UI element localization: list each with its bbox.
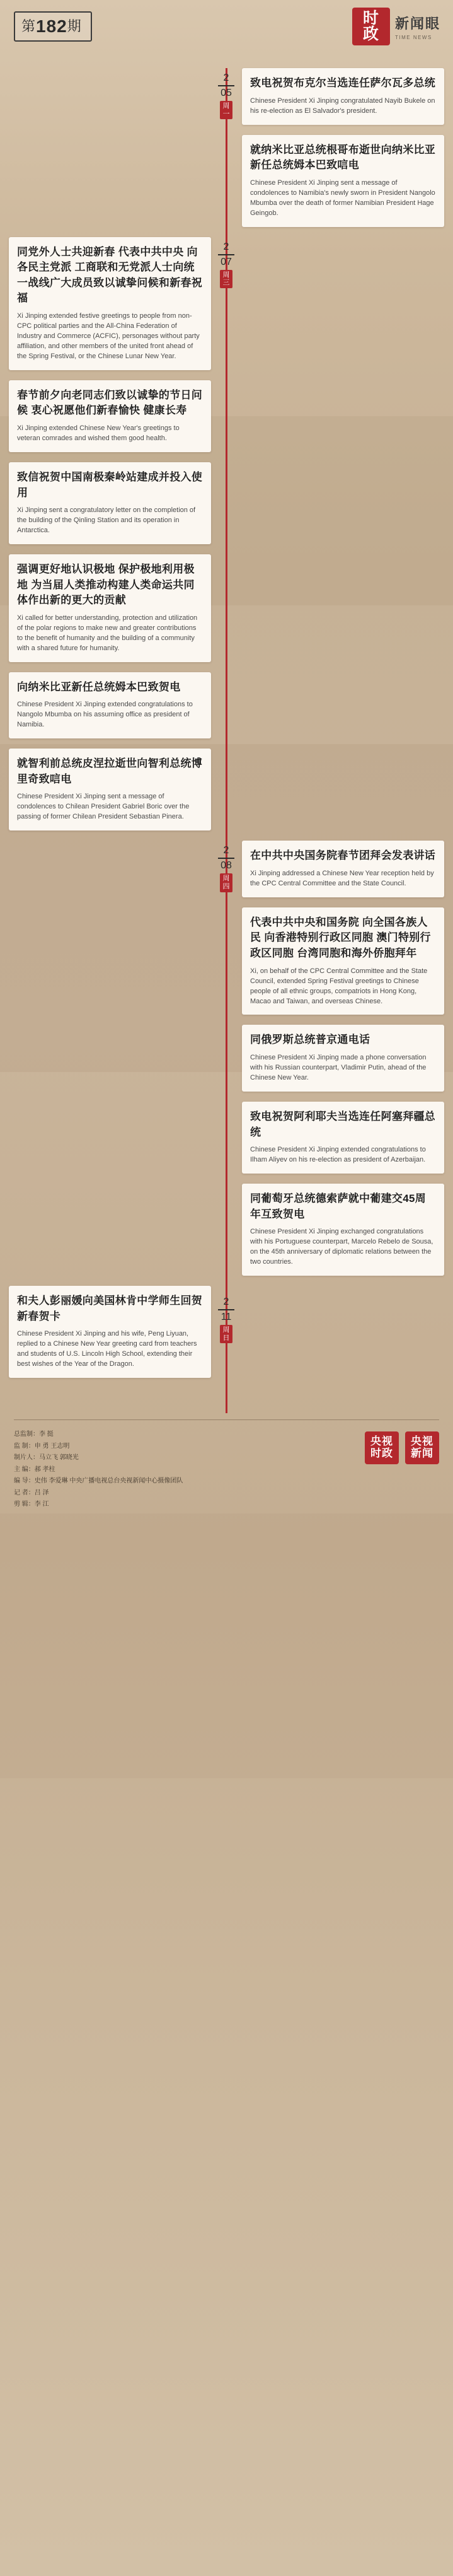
news-card[interactable] — [242, 135, 444, 227]
weekday-line1: 周 — [222, 271, 230, 279]
news-card-translation: Chinese President Xi Jinping sent a message of condolences to Namibia's newly sworn in President Nangolo Mbumba over the death of former Namibian President Hage Geingob. — [250, 178, 435, 217]
news-card[interactable] — [242, 841, 444, 897]
date-divider — [218, 85, 234, 86]
date-weekday — [220, 1325, 232, 1343]
news-card[interactable] — [242, 1102, 444, 1174]
credit-line: 记 者：吕 泽 — [14, 1489, 49, 1496]
date-month: 2 — [223, 73, 229, 83]
news-card-title: 强调更好地认识极地 保护极地利用极地 为当届人类推动构建人类命运共同体作出新的更大的贡献 — [17, 563, 195, 607]
news-card[interactable] — [242, 1184, 444, 1276]
date-day: 05 — [221, 88, 232, 98]
date-divider — [218, 254, 234, 255]
date-day: 11 — [221, 1312, 232, 1323]
logo2-line1: 央视 — [411, 1435, 433, 1448]
news-card-translation: Chinese President Xi Jinping made a phone conversation with his Russian counterpart, Vladimir Putin, ahead of the Chinese New Year. — [250, 1054, 427, 1081]
brand-logo — [352, 8, 440, 45]
logo2-line2: 新闻 — [411, 1447, 433, 1459]
news-card[interactable] — [242, 907, 444, 1015]
timeline-right-column — [233, 237, 453, 841]
date-divider — [218, 858, 234, 859]
news-card-translation: Chinese President Xi Jinping sent a message of condolences to Chilean President Gabriel Boric over the passing of former Chilean President Sebastian Pinera. — [17, 793, 190, 821]
timeline-row — [0, 1286, 453, 1388]
news-card-translation: Xi Jinping addressed a Chinese New Year reception held by the CPC Central Committee and the State Council. — [250, 869, 434, 887]
news-card[interactable] — [9, 380, 211, 452]
issue-badge — [14, 11, 92, 42]
brand-title: 新闻眼 — [394, 15, 440, 32]
axis-spacer — [220, 237, 233, 841]
news-card-translation: Chinese President Xi Jinping and his wife, Peng Liyuan, replied to a Chinese New Year greeting card from teachers and students of U.S. Lincoln High School, extending their best wishes of the Year of the Dragon. — [17, 1330, 197, 1368]
weekday-line1: 周 — [222, 102, 230, 110]
axis-spacer — [220, 68, 233, 237]
credit-line: 监 制：申 勇 王志明 — [14, 1442, 70, 1450]
date-divider — [218, 1309, 234, 1310]
news-card[interactable] — [9, 672, 211, 738]
background-band — [0, 1513, 453, 1778]
weekday-line2: 日 — [222, 1334, 230, 1342]
date-marker — [208, 1297, 244, 1343]
date-day: 08 — [221, 860, 232, 871]
date-month: 2 — [223, 241, 229, 252]
credit-line: 主 编：郝 孝柱 — [14, 1466, 55, 1473]
date-weekday — [220, 873, 232, 892]
news-card-translation: Chinese President Xi Jinping exchanged congratulations with his Portuguese counterpart, Marcelo Rebelo de Sousa, on the 45th anniversary of diplomatic relations between the two countries. — [250, 1228, 433, 1266]
news-card-title: 和夫人彭丽媛向美国林肯中学师生回贺新春贺卡 — [17, 1295, 203, 1322]
date-month: 2 — [223, 1297, 229, 1308]
credit-line: 总监制：李 挺 — [14, 1431, 54, 1438]
brand-subtitle: TIME NEWS — [394, 34, 432, 40]
date-month: 2 — [223, 845, 229, 856]
news-card[interactable] — [9, 554, 211, 662]
timeline-left-column — [0, 237, 220, 841]
page-header — [0, 0, 453, 68]
timeline-row — [0, 237, 453, 841]
credit-line: 编 导：史伟 李爱琳 中央广播电视总台央视新闻中心摄像团队 — [14, 1477, 183, 1485]
news-card-translation: Xi called for better understanding, protection and utilization of the polar regions to make new and greater contributions to the benefit of humanity and the building of a community with a shared future for humanity. — [17, 614, 198, 652]
cctv-news-logo[interactable] — [405, 1431, 439, 1464]
timeline — [0, 68, 453, 1413]
logo1-line2: 时政 — [370, 1447, 393, 1459]
timeline-row — [0, 841, 453, 1286]
credit-line: 剪 辑：李 江 — [14, 1501, 49, 1508]
axis-spacer — [220, 1286, 233, 1388]
news-card-title: 向纳米比亚新任总统姆本巴致贺电 — [17, 680, 181, 693]
news-card-translation: Xi, on behalf of the CPC Central Committee and the State Council, extended Spring Festival greetings to Chinese people of all ethnic groups, compatriots in Hong Kong, Macao and Taiwan, and overseas Chinese. — [250, 967, 428, 1005]
timeline-right-column — [233, 68, 453, 237]
date-weekday — [220, 270, 232, 288]
news-card[interactable] — [9, 1286, 211, 1378]
news-card-title: 在中共中央国务院春节团拜会发表讲话 — [250, 849, 436, 862]
date-marker — [208, 846, 244, 892]
news-card-translation: Chinese President Xi Jinping extended congratulations to Ilham Aliyev on his re-election as president of Azerbaijan. — [250, 1146, 426, 1164]
news-card-translation: Chinese President Xi Jinping congratulated Nayib Bukele on his re-election as El Salvador's president. — [250, 96, 435, 115]
news-card-title: 致信祝贺中国南极秦岭站建成并投入使用 — [17, 470, 203, 499]
logo1-line1: 央视 — [370, 1435, 393, 1448]
news-card-translation: Xi Jinping sent a congratulatory letter on the completion of the building of the Qinling Station and its operation in Antarctica. — [17, 506, 196, 535]
credit-line: 制片人：马立飞 郭晓光 — [14, 1454, 79, 1462]
news-card[interactable] — [9, 462, 211, 544]
brand-mark-line1: 时 — [362, 9, 379, 27]
weekday-line2: 四 — [222, 882, 230, 890]
issue-label: 第 — [21, 18, 37, 34]
news-card-title: 同葡萄牙总统德索萨就中葡建交45周年互致贺电 — [250, 1192, 427, 1220]
date-marker — [208, 242, 244, 288]
timeline-right-column — [233, 1286, 453, 1388]
footer-logos — [365, 1431, 439, 1464]
timeline-right-column — [233, 841, 453, 1286]
news-card[interactable] — [9, 237, 211, 370]
date-weekday — [220, 101, 232, 119]
news-card[interactable] — [242, 1025, 444, 1091]
news-card-title: 致电祝贺布克尔当选连任萨尔瓦多总统 — [250, 77, 436, 89]
brand-mark-icon — [352, 8, 390, 45]
brand-mark-line2: 政 — [362, 25, 379, 43]
news-card-translation: Chinese President Xi Jinping extended congratulations to Nangolo Mbumba on his assuming office as president of Namibia. — [17, 701, 193, 729]
page-footer — [14, 1419, 439, 1511]
news-card-title: 就智利前总统皮涅拉逝世向智利总统博里奇致唁电 — [17, 757, 203, 785]
weekday-line1: 周 — [222, 875, 230, 883]
weekday-line2: 一 — [222, 110, 230, 118]
axis-spacer — [220, 841, 233, 1286]
timeline-row — [0, 68, 453, 237]
news-card-translation: Xi Jinping extended festive greetings to people from non-CPC political parties and the All-China Federation of Industry and Commerce (ACFIC), personages without party affiliation, and other members of the united front ahead of the Spring Festival, or the Chinese Lunar New Year. — [17, 312, 200, 360]
date-day: 07 — [221, 256, 232, 267]
news-card-title: 同俄罗斯总统普京通电话 — [250, 1034, 370, 1046]
issue-suffix: 期 — [67, 18, 82, 34]
cctv-shizheng-logo[interactable] — [365, 1431, 399, 1464]
issue-number: 182 — [36, 16, 67, 36]
news-card-title: 就纳米比亚总统根哥布逝世向纳米比亚新任总统姆本巴致唁电 — [250, 143, 436, 172]
news-card-translation: Xi Jinping extended Chinese New Year's greetings to veteran comrades and wished them good health. — [17, 424, 180, 443]
date-marker — [208, 73, 244, 119]
timeline-left-column — [0, 1286, 220, 1388]
timeline-left-column — [0, 68, 220, 237]
news-card-title: 致电祝贺阿利耶夫当选连任阿塞拜疆总统 — [250, 1110, 436, 1138]
timeline-left-column — [0, 841, 220, 1286]
news-card-title: 同党外人士共迎新春 代表中共中央 向各民主党派 工商联和无党派人士向统一战线广大成员致以诚挚问候和新春祝福 — [17, 245, 203, 305]
news-card-title: 代表中共中央和国务院 向全国各族人民 向香港特别行政区同胞 澳门特别行政区同胞 台湾同胞和海外侨胞拜年 — [250, 916, 431, 960]
weekday-line2: 三 — [222, 279, 230, 287]
weekday-line1: 周 — [222, 1326, 230, 1334]
news-card-title: 春节前夕向老同志们致以诚挚的节日问候 衷心祝愿他们新春愉快 健康长寿 — [17, 388, 203, 417]
brand-text — [395, 8, 440, 45]
news-card[interactable] — [9, 749, 211, 830]
news-card[interactable] — [242, 68, 444, 125]
